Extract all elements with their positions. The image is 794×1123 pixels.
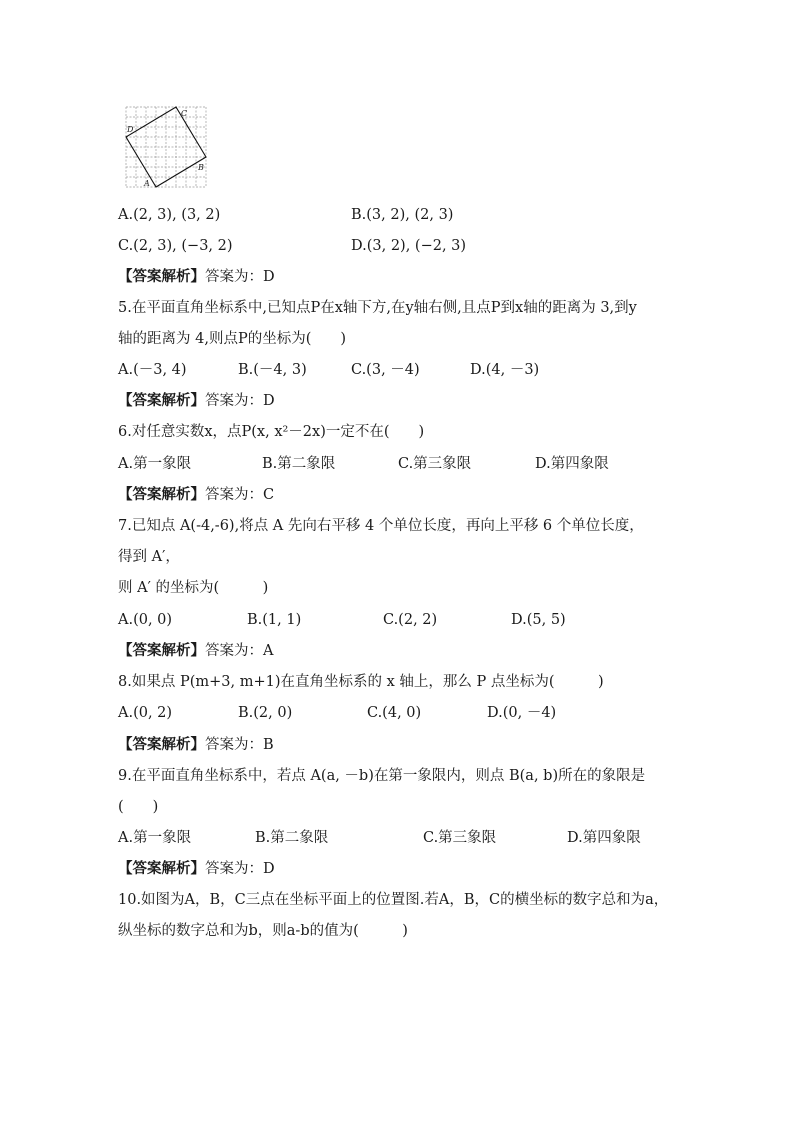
answer-text: 答案为：D	[205, 269, 275, 285]
q7-stem-line-2: 得到 A′，	[118, 549, 180, 565]
q8-option-a: A.(0, 2)	[118, 705, 173, 721]
label-b: B	[198, 163, 204, 172]
answer-text: 答案为：D	[205, 861, 275, 877]
q8-option-b: B.(2, 0)	[238, 705, 293, 721]
q9-option-d: D.第四象限	[567, 830, 641, 846]
q6-stem: 6.对任意实数x，点P(x, x²－2x)一定不在( )	[118, 424, 425, 440]
q5-stem-line-2: 轴的距离为 4,则点P的坐标为( )	[118, 331, 347, 347]
label-d: D	[127, 125, 134, 134]
q9-answer	[118, 859, 275, 879]
q7-stem-line-1: 7.已知点 A(-4,-6),将点 A 先向右平移 4 个单位长度，再向上平移 6 个单位长度，	[118, 518, 644, 534]
answer-text: 答案为：B	[205, 737, 274, 753]
q7-option-d: D.(5, 5)	[511, 612, 566, 628]
q6-answer	[118, 485, 274, 505]
label-a: A	[144, 179, 150, 188]
answer-tag: 【答案解析】	[118, 269, 205, 285]
grid-lines	[126, 107, 206, 187]
answer-tag: 【答案解析】	[118, 737, 205, 753]
q5-option-a: A.(－3, 4)	[118, 362, 187, 378]
q9-stem-line-1: 9.在平面直角坐标系中，若点 A(a, －b)在第一象限内，则点 B(a, b)所在的象限是	[118, 768, 646, 784]
grid-figure	[122, 104, 210, 190]
q8-option-c: C.(4, 0)	[367, 705, 422, 721]
q5-option-b: B.(－4, 3)	[238, 362, 307, 378]
q4-answer	[118, 267, 275, 287]
q10-stem-line-1: 10.如图为A，B，C三点在坐标平面上的位置图.若A，B，C的横坐标的数字总和为a，	[118, 892, 669, 908]
answer-tag: 【答案解析】	[118, 643, 205, 659]
q4-option-a: A.(2, 3), (3, 2)	[118, 207, 221, 223]
q9-option-b: B.第二象限	[255, 830, 329, 846]
q8-option-d: D.(0, －4)	[487, 705, 557, 721]
q6-option-a: A.第一象限	[118, 456, 192, 472]
q5-stem-line-1: 5.在平面直角坐标系中,已知点P在x轴下方,在y轴右侧,且点P到x轴的距离为 3,到y	[118, 300, 637, 316]
q9-stem-line-2: ( )	[118, 799, 159, 815]
answer-text: 答案为：D	[205, 393, 275, 409]
q7-stem-line-3: 则 A′ 的坐标为( )	[118, 580, 269, 596]
q9-option-a: A.第一象限	[118, 830, 192, 846]
q8-stem: 8.如果点 P(m+3, m+1)在直角坐标系的 x 轴上，那么 P 点坐标为( )	[118, 674, 604, 690]
q7-option-a: A.(0, 0)	[118, 612, 173, 628]
q6-option-b: B.第二象限	[262, 456, 336, 472]
q10-stem-line-2: 纵坐标的数字总和为b，则a-b的值为( )	[118, 923, 408, 939]
q4-option-c: C.(2, 3), (−3, 2)	[118, 238, 233, 254]
q7-answer	[118, 641, 273, 661]
q6-option-c: C.第三象限	[398, 456, 472, 472]
q4-option-b: B.(3, 2), (2, 3)	[351, 207, 454, 223]
answer-text: 答案为：C	[205, 487, 275, 503]
label-c: C	[181, 109, 188, 118]
answer-text: 答案为：A	[205, 643, 274, 659]
q4-option-d: D.(3, 2), (−2, 3)	[351, 238, 467, 254]
answer-tag: 【答案解析】	[118, 393, 205, 409]
q5-answer	[118, 391, 275, 411]
q5-option-d: D.(4, －3)	[470, 362, 540, 378]
q8-answer	[118, 735, 274, 755]
q7-option-c: C.(2, 2)	[383, 612, 438, 628]
q7-option-b: B.(1, 1)	[247, 612, 302, 628]
answer-tag: 【答案解析】	[118, 487, 205, 503]
q6-option-d: D.第四象限	[535, 456, 609, 472]
answer-tag: 【答案解析】	[118, 861, 205, 877]
q5-option-c: C.(3, －4)	[351, 362, 420, 378]
q9-option-c: C.第三象限	[423, 830, 497, 846]
